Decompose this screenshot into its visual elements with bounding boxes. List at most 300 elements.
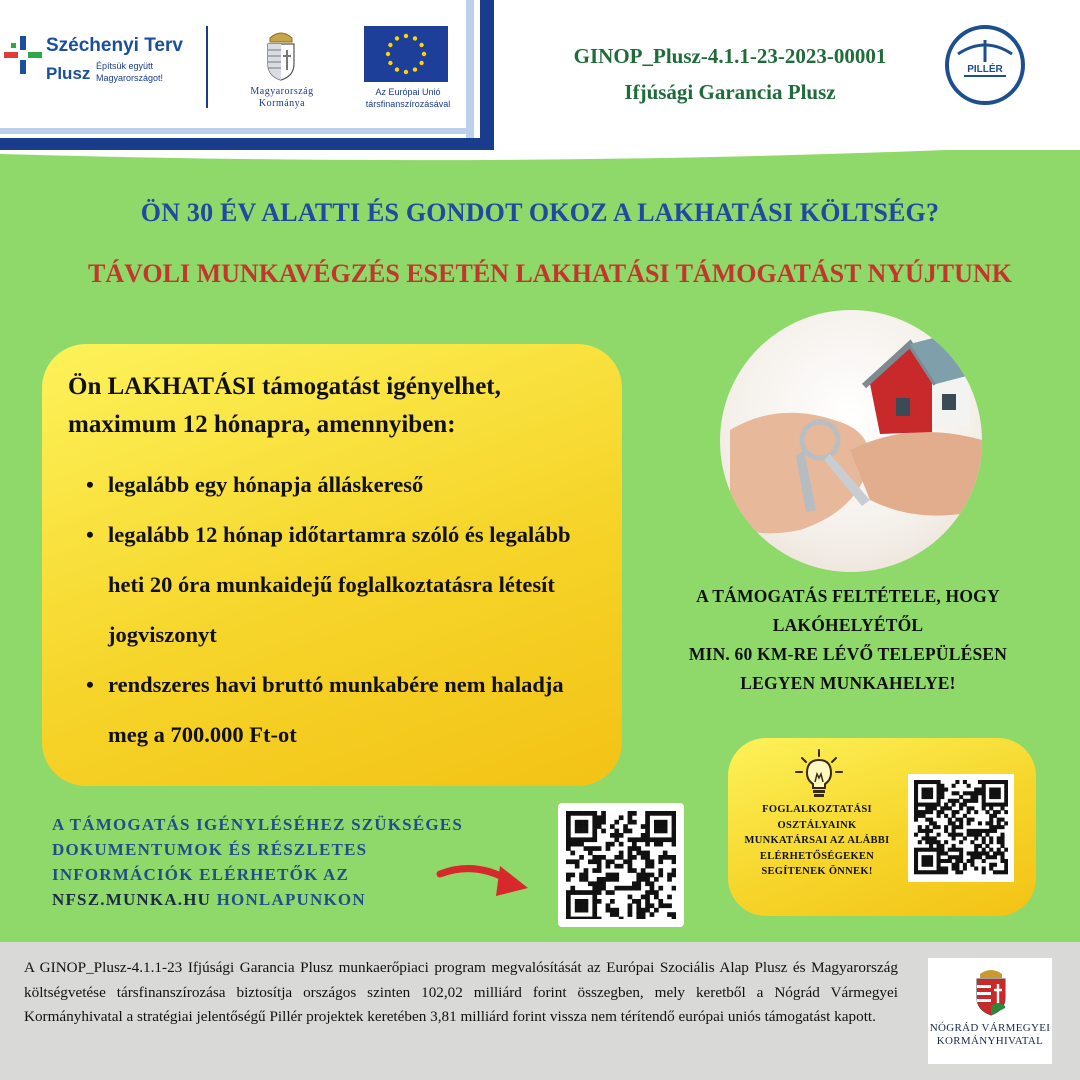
qr-module	[989, 803, 993, 807]
qr-module	[610, 899, 615, 904]
qr-module	[937, 840, 941, 844]
qr-module	[645, 873, 650, 878]
qr-module	[597, 864, 602, 869]
qr-module	[955, 791, 959, 795]
qr-module	[658, 842, 663, 847]
qr-module	[1000, 825, 1004, 829]
qr-code-contacts[interactable]	[908, 774, 1014, 882]
qr-module	[929, 859, 933, 863]
qr-module	[922, 788, 926, 792]
qr-module	[929, 818, 933, 822]
headline-offer: TÁVOLI MUNKAVÉGZÉS ESETÉN LAKHATÁSI TÁMOGATÁST NYÚJTUNK	[88, 259, 1012, 288]
qr-module	[948, 821, 952, 825]
qr-module	[650, 864, 655, 869]
qr-module	[955, 810, 959, 814]
qr-module	[592, 890, 597, 895]
qr-module	[636, 837, 641, 842]
qr-module	[579, 837, 584, 842]
qr-module	[667, 903, 672, 908]
qr-module	[982, 836, 986, 840]
qr-module	[974, 795, 978, 799]
qr-module	[597, 899, 602, 904]
qr-module	[922, 803, 926, 807]
qr-module	[937, 866, 941, 870]
qr-module	[937, 780, 941, 784]
qr-module	[592, 912, 597, 917]
qr-module	[914, 863, 918, 867]
documents-line: A TÁMOGATÁS IGÉNYLÉSÉHEZ SZÜKSÉGES	[52, 815, 463, 834]
qr-module	[601, 811, 606, 816]
qr-module	[993, 814, 997, 818]
qr-module	[1004, 799, 1008, 803]
qr-module	[592, 815, 597, 820]
qr-module	[592, 903, 597, 908]
qr-module	[614, 837, 619, 842]
qr-module	[654, 842, 659, 847]
qr-module	[997, 836, 1001, 840]
qr-module	[989, 780, 993, 784]
qr-module	[588, 881, 593, 886]
qr-module	[963, 803, 967, 807]
qr-module	[955, 799, 959, 803]
qr-module	[645, 895, 650, 900]
qr-module	[985, 851, 989, 855]
qr-module	[982, 791, 986, 795]
qr-module	[614, 908, 619, 913]
qr-module	[632, 820, 637, 825]
qr-module	[982, 870, 986, 874]
qr-module	[974, 810, 978, 814]
qr-module	[579, 811, 584, 816]
qr-module	[636, 851, 641, 856]
qr-module	[575, 890, 580, 895]
eu-flag	[364, 26, 448, 82]
qr-module	[952, 829, 956, 833]
qr-module	[914, 870, 918, 874]
qr-module	[918, 870, 922, 874]
qr-module	[579, 899, 584, 904]
qr-module	[967, 810, 971, 814]
qr-module	[658, 859, 663, 864]
qr-module	[623, 829, 628, 834]
qr-module	[978, 788, 982, 792]
qr-module	[579, 820, 584, 825]
qr-module	[993, 810, 997, 814]
qr-module	[937, 863, 941, 867]
qr-module	[963, 780, 967, 784]
qr-module	[929, 810, 933, 814]
qr-module	[592, 899, 597, 904]
qr-module	[606, 859, 611, 864]
qr-module	[575, 837, 580, 842]
contact-text: FOGLALKOZTATÁSI OSZTÁLYAINK MUNKATÁRSAI AZ ALÁBBI ELÉRHETŐSÉGEKEN SEGÍTENEK ÖNNEK!	[744, 804, 890, 877]
qr-code-icon	[914, 780, 1008, 876]
qr-module	[952, 844, 956, 848]
qr-module	[628, 855, 633, 860]
qr-module	[628, 829, 633, 834]
qr-module	[592, 855, 597, 860]
qr-module	[645, 881, 650, 886]
qr-module	[925, 863, 929, 867]
qr-module	[636, 873, 641, 878]
qr-module	[914, 810, 918, 814]
qr-module	[925, 795, 929, 799]
qr-module	[566, 903, 571, 908]
piller-logo	[944, 24, 1026, 106]
qr-module	[993, 780, 997, 784]
qr-module	[937, 833, 941, 837]
documents-line: DOKUMENTUMOK ÉS RÉSZLETES	[52, 840, 368, 859]
qr-module	[1004, 866, 1008, 870]
qr-module	[959, 855, 963, 859]
qr-module	[658, 811, 663, 816]
qr-module	[970, 818, 974, 822]
qr-module	[650, 873, 655, 878]
qr-module	[974, 866, 978, 870]
contact-box	[728, 738, 1036, 916]
qr-module	[989, 840, 993, 844]
qr-module	[944, 825, 948, 829]
qr-module	[925, 840, 929, 844]
qr-module	[584, 811, 589, 816]
qr-module	[632, 846, 637, 851]
qr-module	[654, 908, 659, 913]
qr-module	[592, 829, 597, 834]
qr-module	[925, 791, 929, 795]
qr-module	[959, 803, 963, 807]
qr-module	[601, 881, 606, 886]
website-link[interactable]: NFSZ.MUNKA.HU	[52, 890, 212, 909]
office-name	[928, 1022, 1052, 1048]
qr-module	[952, 791, 956, 795]
qr-module	[632, 837, 637, 842]
qr-module	[955, 866, 959, 870]
qr-module	[929, 836, 933, 840]
qr-module	[955, 863, 959, 867]
qr-module	[985, 829, 989, 833]
qr-module	[628, 859, 633, 864]
qr-module	[982, 848, 986, 852]
qr-module	[584, 903, 589, 908]
qr-module	[940, 844, 944, 848]
qr-module	[997, 851, 1001, 855]
qr-module	[914, 788, 918, 792]
qr-module	[570, 890, 575, 895]
qr-module	[1004, 780, 1008, 784]
qr-module	[614, 820, 619, 825]
qr-module	[952, 836, 956, 840]
qr-module	[974, 851, 978, 855]
qr-module	[914, 855, 918, 859]
qr-module	[959, 848, 963, 852]
qr-module	[672, 873, 676, 878]
qr-module	[1004, 821, 1008, 825]
qr-module	[566, 859, 571, 864]
qr-module	[1004, 848, 1008, 852]
qr-module	[929, 848, 933, 852]
government-line: Magyarország	[250, 86, 314, 97]
qr-module	[963, 799, 967, 803]
qr-module	[636, 899, 641, 904]
qr-module	[952, 855, 956, 859]
qr-module	[575, 820, 580, 825]
qr-code-website[interactable]	[558, 803, 684, 927]
eu-cofinancing	[346, 86, 470, 110]
qr-module	[929, 821, 933, 825]
qr-module	[628, 815, 633, 820]
qr-module	[959, 795, 963, 799]
qr-module	[645, 851, 650, 856]
qr-module	[925, 833, 929, 837]
qr-module	[952, 821, 956, 825]
qr-module	[922, 870, 926, 874]
qr-module	[606, 873, 611, 878]
qr-module	[592, 846, 597, 851]
qr-module	[989, 795, 993, 799]
qr-module	[632, 855, 637, 860]
qr-module	[575, 811, 580, 816]
qr-module	[937, 788, 941, 792]
qr-module	[993, 863, 997, 867]
qr-module	[645, 837, 650, 842]
qr-module	[1000, 840, 1004, 844]
qr-module	[993, 825, 997, 829]
qr-module	[974, 833, 978, 837]
qr-module	[667, 837, 672, 842]
qr-module	[645, 829, 650, 834]
qr-module	[952, 848, 956, 852]
qr-module	[579, 903, 584, 908]
qr-module	[993, 803, 997, 807]
qr-module	[937, 810, 941, 814]
qr-module	[978, 791, 982, 795]
qr-module	[997, 810, 1001, 814]
qr-module	[650, 886, 655, 891]
qr-module	[933, 836, 937, 840]
qr-module	[619, 815, 624, 820]
qr-module	[952, 833, 956, 837]
qr-module	[592, 833, 597, 838]
qr-module	[989, 791, 993, 795]
headline-question: ÖN 30 ÉV ALATTI ÉS GONDOT OKOZ A LAKHATÁSI KÖLTSÉG?	[140, 198, 940, 227]
qr-module	[628, 868, 633, 873]
qr-module	[989, 806, 993, 810]
qr-module	[922, 810, 926, 814]
eligibility-item: • legalább 12 hónap időtartamra szóló és legalább heti 20 óra munkaidejű foglalkoztatásra létesít jogviszonyt	[82, 510, 602, 660]
qr-module	[636, 881, 641, 886]
qr-module	[967, 799, 971, 803]
qr-module	[597, 877, 602, 882]
qr-module	[575, 908, 580, 913]
qr-module	[970, 829, 974, 833]
documents-line-rest: HONLAPUNKON	[211, 890, 366, 909]
qr-module	[989, 866, 993, 870]
qr-module	[974, 855, 978, 859]
qr-module	[672, 917, 676, 919]
qr-module	[606, 877, 611, 882]
qr-module	[636, 886, 641, 891]
qr-module	[948, 806, 952, 810]
project-code: GINOP_Plusz-4.1.1-23-2023-00001	[573, 44, 887, 68]
qr-module	[619, 851, 624, 856]
qr-module	[663, 824, 668, 829]
qr-module	[914, 791, 918, 795]
qr-module	[658, 868, 663, 873]
qr-module	[918, 829, 922, 833]
qr-module	[1000, 803, 1004, 807]
qr-module	[914, 848, 918, 852]
qr-module	[672, 837, 676, 842]
qr-module	[645, 824, 650, 829]
qr-module	[645, 890, 650, 895]
qr-module	[570, 842, 575, 847]
nograd-office-logo	[928, 958, 1052, 1064]
qr-module	[937, 799, 941, 803]
qr-module	[940, 870, 944, 874]
qr-module	[601, 877, 606, 882]
qr-module	[982, 851, 986, 855]
qr-module	[579, 877, 584, 882]
qr-module	[636, 846, 641, 851]
qr-module	[914, 859, 918, 863]
qr-module	[566, 895, 571, 900]
qr-module	[636, 903, 641, 908]
qr-module	[989, 836, 993, 840]
qr-module	[610, 833, 615, 838]
qr-module	[619, 842, 624, 847]
qr-module	[940, 866, 944, 870]
qr-module	[944, 859, 948, 863]
qr-module	[610, 859, 615, 864]
qr-module	[584, 899, 589, 904]
qr-module	[654, 829, 659, 834]
qr-module	[997, 848, 1001, 852]
qr-module	[1000, 870, 1004, 874]
qr-module	[955, 848, 959, 852]
qr-module	[925, 780, 929, 784]
qr-module	[985, 780, 989, 784]
qr-module	[952, 814, 956, 818]
qr-module	[614, 833, 619, 838]
qr-module	[955, 780, 959, 784]
qr-module	[672, 815, 676, 820]
qr-module	[584, 820, 589, 825]
qr-module	[566, 912, 571, 917]
qr-module	[974, 844, 978, 848]
qr-module	[610, 824, 615, 829]
qr-module	[937, 844, 941, 848]
qr-module	[1004, 859, 1008, 863]
qr-module	[641, 837, 646, 842]
qr-module	[925, 810, 929, 814]
piller-label: PILLÉR	[967, 64, 1003, 75]
qr-module	[610, 908, 615, 913]
qr-module	[619, 886, 624, 891]
qr-module	[955, 855, 959, 859]
qr-module	[584, 877, 589, 882]
qr-module	[566, 908, 571, 913]
qr-module	[925, 848, 929, 852]
qr-module	[658, 855, 663, 860]
qr-module	[944, 803, 948, 807]
qr-module	[628, 846, 633, 851]
qr-module	[985, 803, 989, 807]
qr-code-icon	[566, 811, 676, 919]
qr-module	[579, 873, 584, 878]
qr-module	[645, 859, 650, 864]
qr-module	[963, 866, 967, 870]
qr-module	[967, 806, 971, 810]
qr-module	[658, 820, 663, 825]
qr-module	[663, 837, 668, 842]
qr-module	[575, 824, 580, 829]
qr-module	[672, 829, 676, 834]
qr-module	[959, 825, 963, 829]
qr-module	[632, 881, 637, 886]
qr-module	[982, 806, 986, 810]
qr-module	[650, 811, 655, 816]
qr-module	[970, 833, 974, 837]
qr-module	[970, 859, 974, 863]
qr-module	[967, 851, 971, 855]
qr-module	[922, 836, 926, 840]
partner-logos	[0, 0, 462, 126]
qr-module	[1000, 855, 1004, 859]
qr-module	[566, 899, 571, 904]
qr-module	[955, 870, 959, 874]
qr-module	[937, 795, 941, 799]
qr-module	[940, 791, 944, 795]
qr-module	[970, 806, 974, 810]
qr-module	[566, 890, 571, 895]
szechenyi-title: Széchenyi Terv	[46, 35, 183, 56]
qr-module	[948, 855, 952, 859]
qr-module	[672, 824, 676, 829]
qr-module	[592, 895, 597, 900]
qr-module	[588, 846, 593, 851]
qr-module	[948, 799, 952, 803]
qr-module	[959, 821, 963, 825]
qr-module	[610, 890, 615, 895]
qr-module	[914, 795, 918, 799]
qr-module	[601, 886, 606, 891]
qr-module	[645, 820, 650, 825]
qr-module	[570, 837, 575, 842]
qr-module	[978, 855, 982, 859]
qr-module	[597, 917, 602, 919]
qr-module	[650, 859, 655, 864]
qr-module	[970, 799, 974, 803]
qr-module	[948, 818, 952, 822]
qr-module	[645, 864, 650, 869]
qr-module	[944, 870, 948, 874]
qr-module	[654, 895, 659, 900]
qr-module	[588, 837, 593, 842]
qr-module	[967, 821, 971, 825]
qr-module	[570, 886, 575, 891]
qr-module	[597, 859, 602, 864]
qr-module	[667, 811, 672, 816]
qr-module	[933, 825, 937, 829]
qr-module	[944, 806, 948, 810]
qr-module	[933, 848, 937, 852]
qr-module	[628, 851, 633, 856]
qr-module	[922, 855, 926, 859]
qr-module	[1004, 863, 1008, 867]
qr-module	[970, 863, 974, 867]
qr-module	[570, 917, 575, 919]
qr-module	[997, 780, 1001, 784]
